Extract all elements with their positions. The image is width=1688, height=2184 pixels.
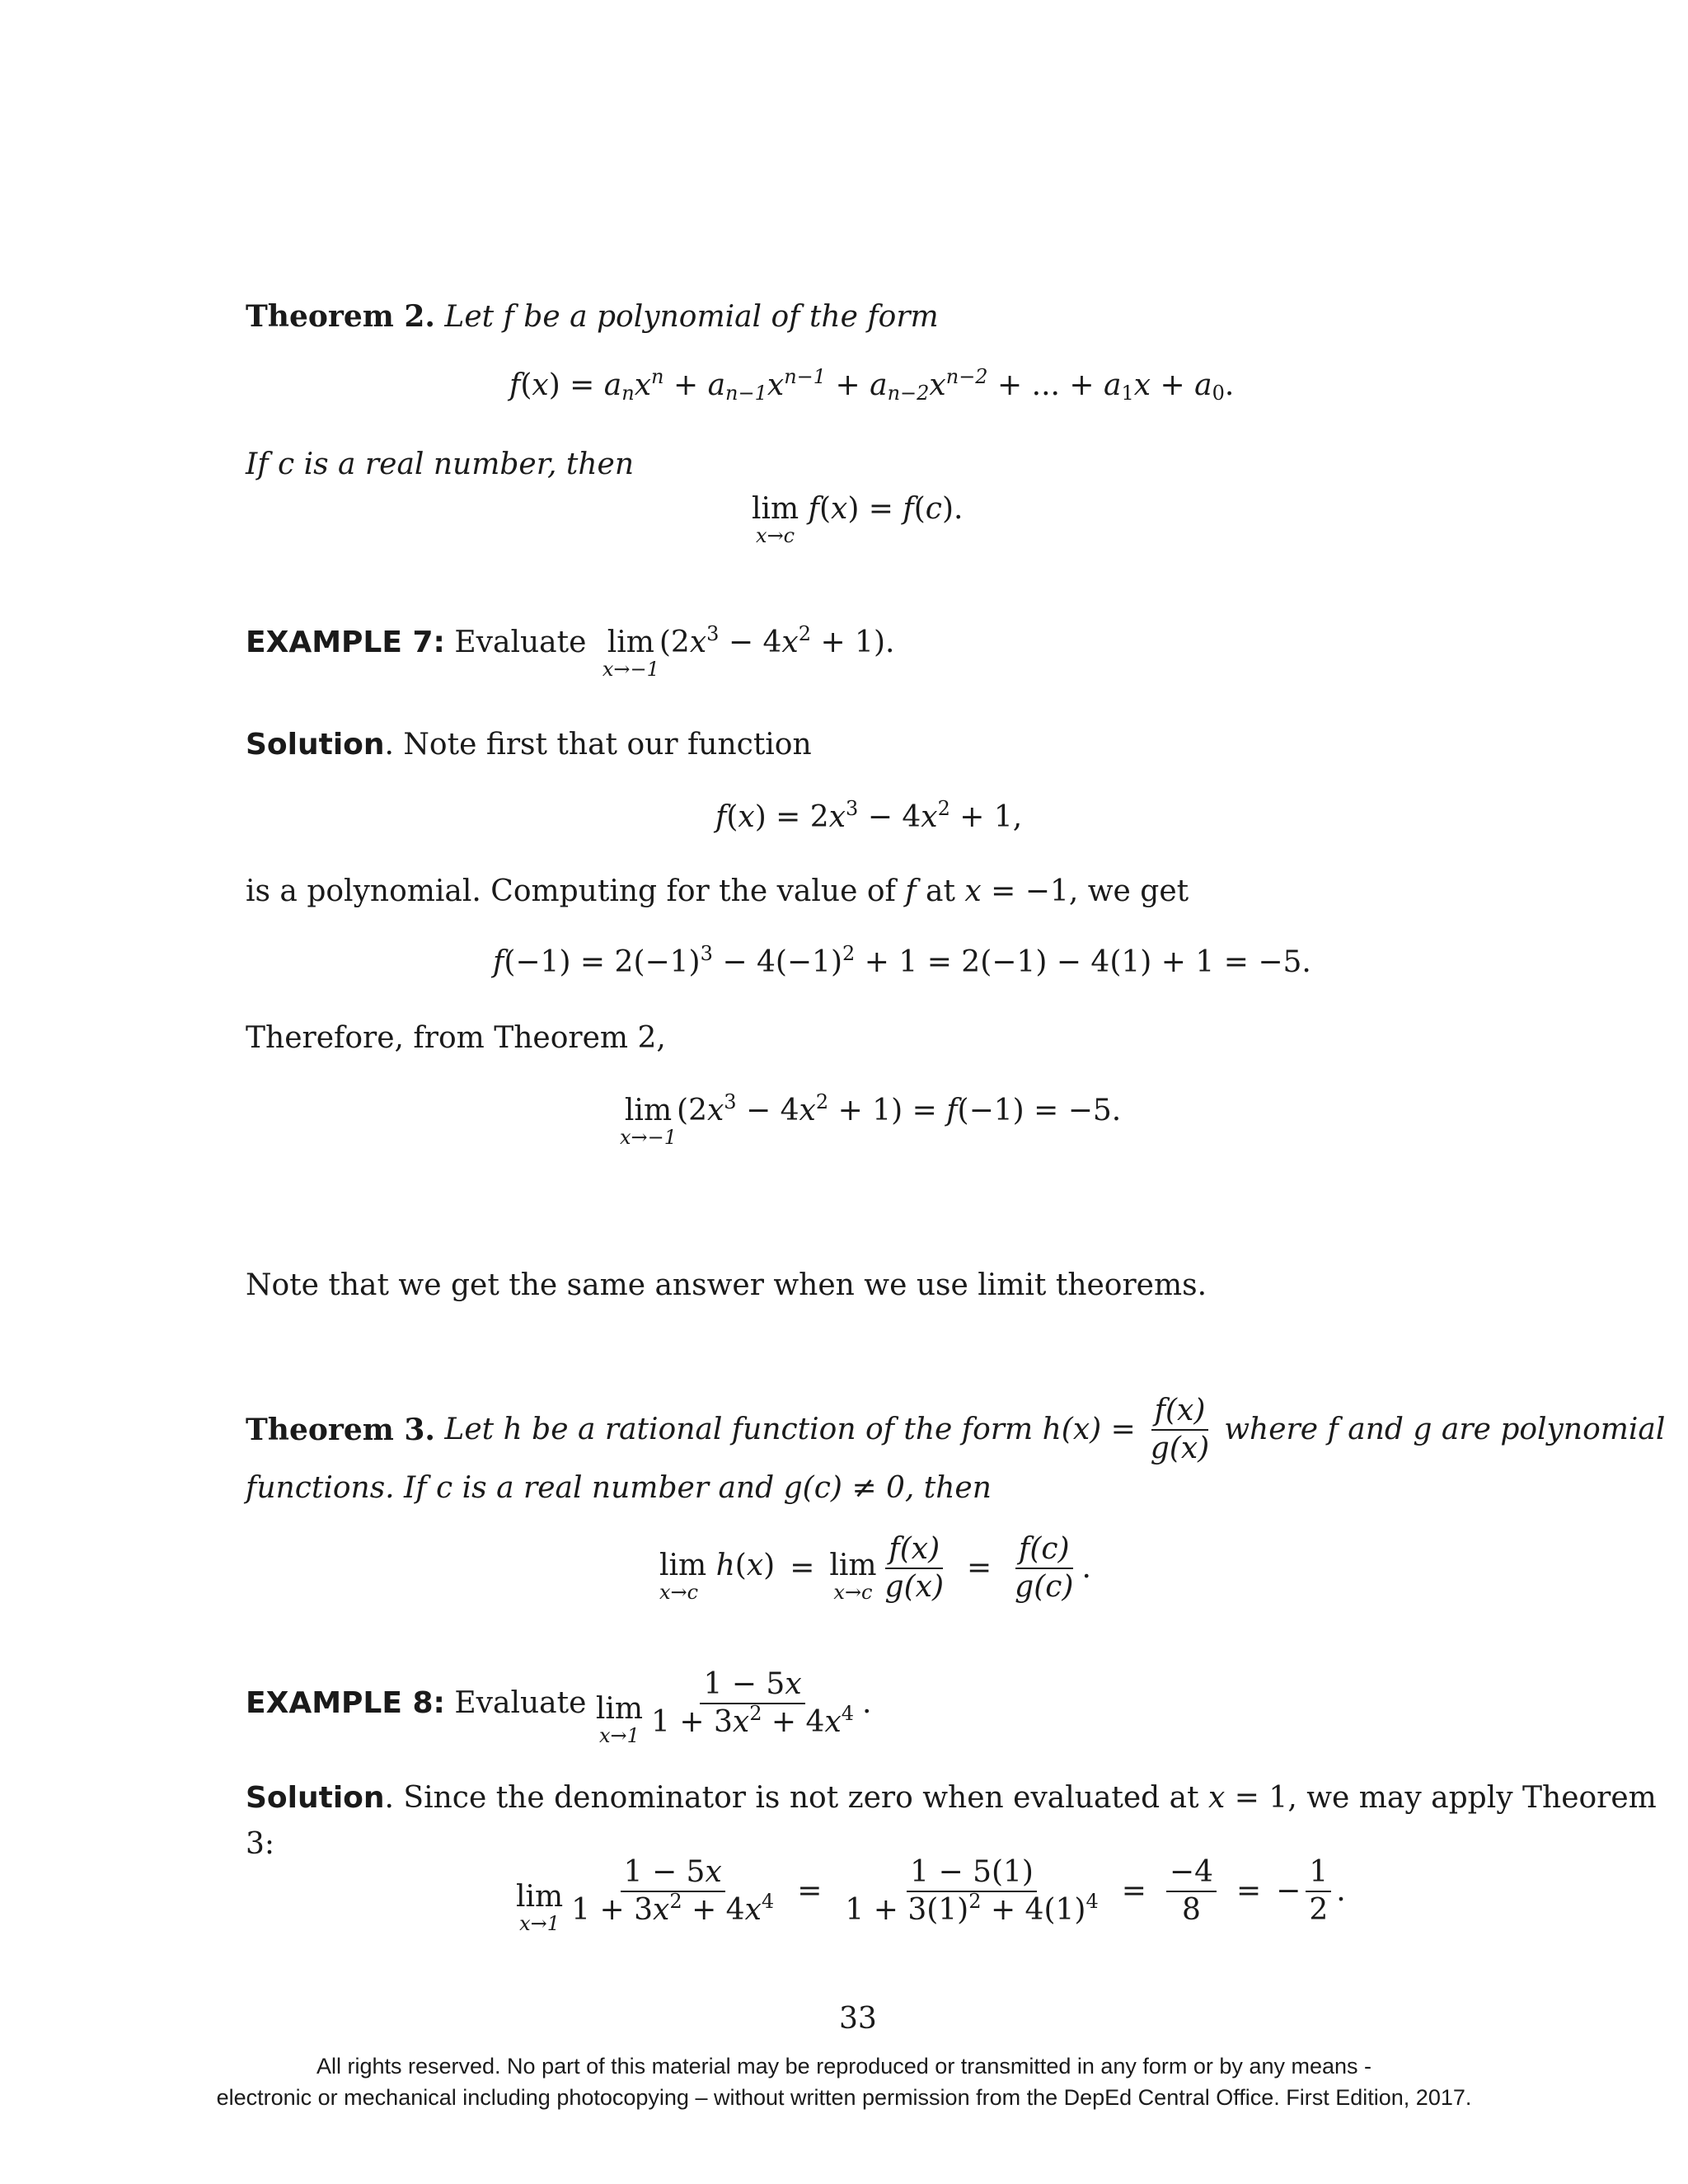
example-8-solution: Solution. Since the denominator is not zero when evaluated at x = 1, we may apply Theorem (246, 1781, 1657, 1815)
solution-label: Solution (246, 728, 385, 762)
example-8-prompt: Evaluate (454, 1686, 587, 1720)
theorem-2-result: lim x→c f(x) = f(c). (752, 492, 964, 547)
footer-line-1: All rights reserved. No part of this material may be reproduced or transmitted in any form or by any means - (316, 2054, 1372, 2079)
example-8-heading: EXAMPLE 8: Evaluate lim x→1 $\frac{1 - 5x}{1 + 3x^2 + 4x^4}$ . (246, 1667, 872, 1747)
example-7-heading: EXAMPLE 7: Evaluate lim x→−1 $(2x^3 - 4x^2 + 1)$. (246, 622, 895, 681)
theorem-2-statement: Let f be a polynomial of the form (444, 300, 939, 334)
example-7-function: $f(x) = 2x^3 - 4x^2 + 1$, (715, 797, 1023, 834)
theorem-2-label: Theorem 2. (246, 299, 435, 334)
example-8-computation: lim x→1 $\frac{1 - 5x}{1 + 3x^2 + 4x^4}$ = $\frac{1 - 5(1)}{1 + 3(1)^2 + 4(1)^4}$ = $\frac{-4}{8}$ = − $\frac{1}{2}$ . (516, 1855, 1346, 1935)
theorem-3-result: lim h(x) x→c = lim x→c $\frac{f(x)}{g(x)}$ = $\frac{f(c)}{g(c)}$ . (659, 1532, 1091, 1604)
theorem-2-condition: If c is a real number, then (246, 448, 635, 481)
theorem-3-condition: functions. If c is a real number and g(c) ≠ 0, then (246, 1471, 992, 1505)
example-7-label: EXAMPLE 7: (246, 626, 445, 659)
footer-line-2: electronic or mechanical including photocopying – without written permission from the DepEd Central Office. First Edition, 2017. (216, 2085, 1472, 2110)
solution-label-2: Solution (246, 1781, 385, 1815)
theorem-3-heading: Theorem 3. Let h be a rational function of the form h(x) = $\frac{f(x)}{g(x)}$ where f and g are polynomial (246, 1394, 1666, 1465)
page-number: 33 (839, 2002, 877, 2036)
theorem-2-heading (246, 299, 939, 334)
example-7-prompt: Evaluate (454, 626, 587, 659)
theorem-2-formula: $f(x) = a_nx^n + a_{n-1}x^{n-1} + a_{n-2}x^{n-2}$ + ... + $a_1x + a_0$. (509, 365, 1235, 405)
theorem-3-label: Theorem 3. (246, 1413, 435, 1447)
example-8-label: EXAMPLE 8: (246, 1686, 445, 1720)
example-7-note: Note that we get the same answer when we use limit theorems. (246, 1268, 1207, 1302)
example-7-text-2: Therefore, from Theorem 2, (246, 1021, 666, 1055)
example-7-solution-intro: Solution. Note first that our function (246, 728, 812, 762)
example-7-text-1: is a polynomial. Computing for the value of f at x = −1, we get (246, 874, 1189, 908)
example-7-computation: $f(-1) = 2(-1)^3 - 4(-1)^2 + 1 = 2(-1) - 4(1) + 1 = -5$. (493, 942, 1311, 979)
example-8-solution-cont: 3: (246, 1827, 275, 1861)
example-7-conclusion: lim x→−1 $(2x^3 - 4x^2 + 1) = f(-1) = -5$. (620, 1090, 1122, 1149)
